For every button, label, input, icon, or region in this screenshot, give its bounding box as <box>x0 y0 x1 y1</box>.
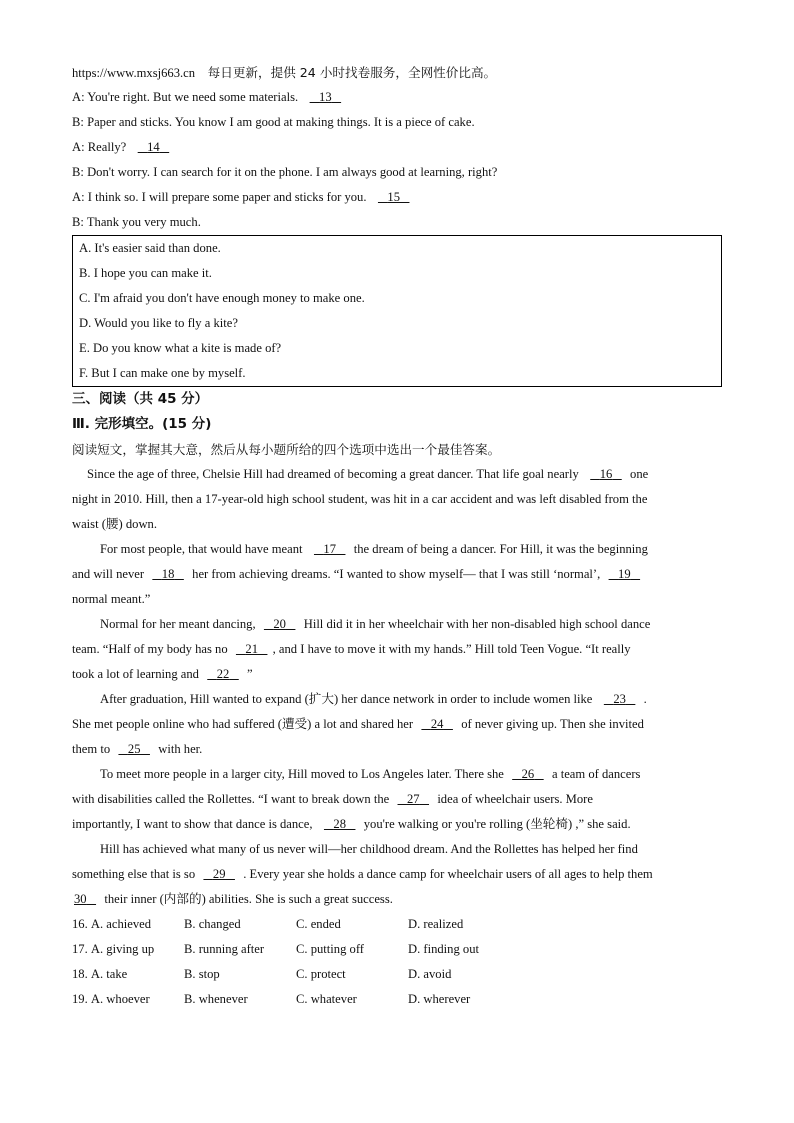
question-option-b: B. changed <box>184 917 241 931</box>
speaker: B: <box>72 115 84 129</box>
dialogue-text: You're right. But we need some materials. <box>87 90 299 104</box>
passage-line: Hill has achieved what many of us never will—her childhood dream. And the Rollettes has helped her find <box>100 842 638 856</box>
answer-blank: 23 <box>613 692 626 706</box>
passage-line: For most people, that would have meant 17 the dream of being a dancer. For Hill, it was the beginning <box>100 542 648 556</box>
dialogue-line <box>72 135 722 160</box>
passage-line: team. “Half of my body has no 21 , and I have to move it with my hands.” Hill told Teen Vogue. “It really <box>72 642 631 656</box>
answer-blank: 17 <box>323 542 337 556</box>
section-title: 三、阅读（共 45 分） <box>72 391 209 407</box>
passage-line: To meet more people in a larger city, Hill moved to Los Angeles later. There she 26 a team of dancers <box>100 767 641 781</box>
option-item: E. Do you know what a kite is made of? <box>79 341 282 355</box>
passage-line: After graduation, Hill wanted to expand (扩大) her dance network in order to include women like 23 . <box>100 692 647 706</box>
question-row <box>72 937 722 962</box>
answer-blank: 25 <box>127 742 141 756</box>
options-box <box>72 235 722 387</box>
answer-blank: 22 <box>216 667 230 681</box>
dialogue-line <box>72 85 722 110</box>
question-option-d: D. realized <box>408 917 464 931</box>
passage-line: Since the age of three, Chelsie Hill had dreamed of becoming a great dancer. That life goal nearly 16 one <box>87 467 649 481</box>
passage-line: normal meant.” <box>72 592 151 606</box>
answer-blank: 16 <box>599 467 613 481</box>
dialogue-line <box>72 160 722 185</box>
question-option-d: D. wherever <box>408 992 471 1006</box>
speaker: B: <box>72 165 84 179</box>
dialogue <box>72 85 722 235</box>
passage-line: and will never 18 her from achieving dreams. “I wanted to show myself— that I was still ‘normal’, 19 <box>72 562 722 587</box>
header-url[interactable]: https://www.mxsj663.cn <box>72 66 196 80</box>
option-item: A. It's easier said than done. <box>79 241 221 255</box>
instruction: 阅读短文，掌握其大意，然后从每小题所给的四个选项中选出一个最佳答案。 <box>72 442 501 457</box>
option-item: F. But I can make one by myself. <box>79 366 246 380</box>
passage-line: 30 their inner (内部的) abilities. She is such a great success. <box>74 892 393 906</box>
option-item: B. I hope you can make it. <box>79 266 212 280</box>
option-item: C. I'm afraid you don't have enough money to make one. <box>79 291 365 305</box>
passage-line: them to 25 with her. <box>72 742 203 756</box>
question-option-a: 18. A. take <box>72 967 128 981</box>
answer-blank: 26 <box>521 767 535 781</box>
answer-blank: 20 <box>273 617 286 631</box>
passage-line: importantly, I want to show that dance is dance, 28 you're walking or you're rolling (坐轮椅) ,” she said. <box>72 817 631 831</box>
header-line <box>72 60 722 85</box>
answer-blank: 18 <box>161 567 175 581</box>
header-slogan: 每日更新，提供 24 小时找卷服务，全网性价比高。 <box>207 65 497 80</box>
passage-line: something else that is so 29 . Every year she holds a dance camp for wheelchair users of all ages to help them <box>72 867 653 881</box>
question-option-c: C. ended <box>296 917 341 931</box>
passage-line: night in 2010. Hill, then a 17-year-old high school student, was hit in a car accident and was left disabled from the <box>72 492 648 506</box>
question-option-b: B. whenever <box>184 992 248 1006</box>
question-option-c: C. putting off <box>296 942 364 956</box>
questions <box>72 912 722 1012</box>
question-row <box>72 962 722 987</box>
exam-page <box>72 60 722 1012</box>
dialogue-text: Thank you very much. <box>86 215 201 229</box>
dialogue-text: Paper and sticks. You know I am good at making things. It is a piece of cake. <box>87 115 475 129</box>
answer-blank: 15 <box>387 190 400 204</box>
question-option-c: C. protect <box>296 967 346 981</box>
question-row <box>72 912 722 937</box>
passage-line: She met people online who had suffered (遭受) a lot and shared her 24 of never giving up. Then she invited <box>72 717 644 731</box>
question-option-d: D. avoid <box>408 967 452 981</box>
passage-line: took a lot of learning and 22 ” <box>72 667 253 681</box>
question-option-b: B. running after <box>184 942 265 956</box>
speaker: B: <box>72 215 84 229</box>
answer-blank: 14 <box>147 140 160 154</box>
question-option-a: 16. A. achieved <box>72 917 152 931</box>
option-item: D. Would you like to fly a kite? <box>79 316 238 330</box>
answer-blank: 13 <box>319 90 332 104</box>
question-option-b: B. stop <box>184 967 220 981</box>
question-option-a: 19. A. whoever <box>72 992 150 1006</box>
speaker: A: <box>72 140 85 154</box>
question-option-a: 17. A. giving up <box>72 942 155 956</box>
passage-line: Normal for her meant dancing, 20 Hill did it in her wheelchair with her non-disabled high school dance <box>100 617 651 631</box>
dialogue-line <box>72 110 722 135</box>
dialogue-line <box>72 210 722 235</box>
answer-blank: 29 <box>212 867 226 881</box>
passage <box>72 462 722 912</box>
subsection-title: Ⅲ. 完形填空。(15 分) <box>72 416 212 432</box>
passage-line: with disabilities called the Rollettes. “I want to break down the 27 idea of wheelchair users. More <box>72 792 593 806</box>
passage-line: waist (腰) down. <box>72 517 157 531</box>
dialogue-text: I think so. I will prepare some paper and sticks for you. <box>87 190 367 204</box>
answer-blank: 19 <box>618 567 631 581</box>
dialogue-line <box>72 185 722 210</box>
answer-blank: 30 <box>74 892 87 906</box>
question-option-d: D. finding out <box>408 942 480 956</box>
answer-blank: 21 <box>245 642 258 656</box>
question-option-c: C. whatever <box>296 992 357 1006</box>
dialogue-text: Really? <box>87 140 127 154</box>
answer-blank: 24 <box>430 717 444 731</box>
question-row <box>72 987 722 1012</box>
speaker: A: <box>72 90 85 104</box>
answer-blank: 28 <box>333 817 346 831</box>
speaker: A: <box>72 190 85 204</box>
dialogue-text: Don't worry. I can search for it on the phone. I am always good at learning, right? <box>87 165 498 179</box>
answer-blank: 27 <box>406 792 420 806</box>
